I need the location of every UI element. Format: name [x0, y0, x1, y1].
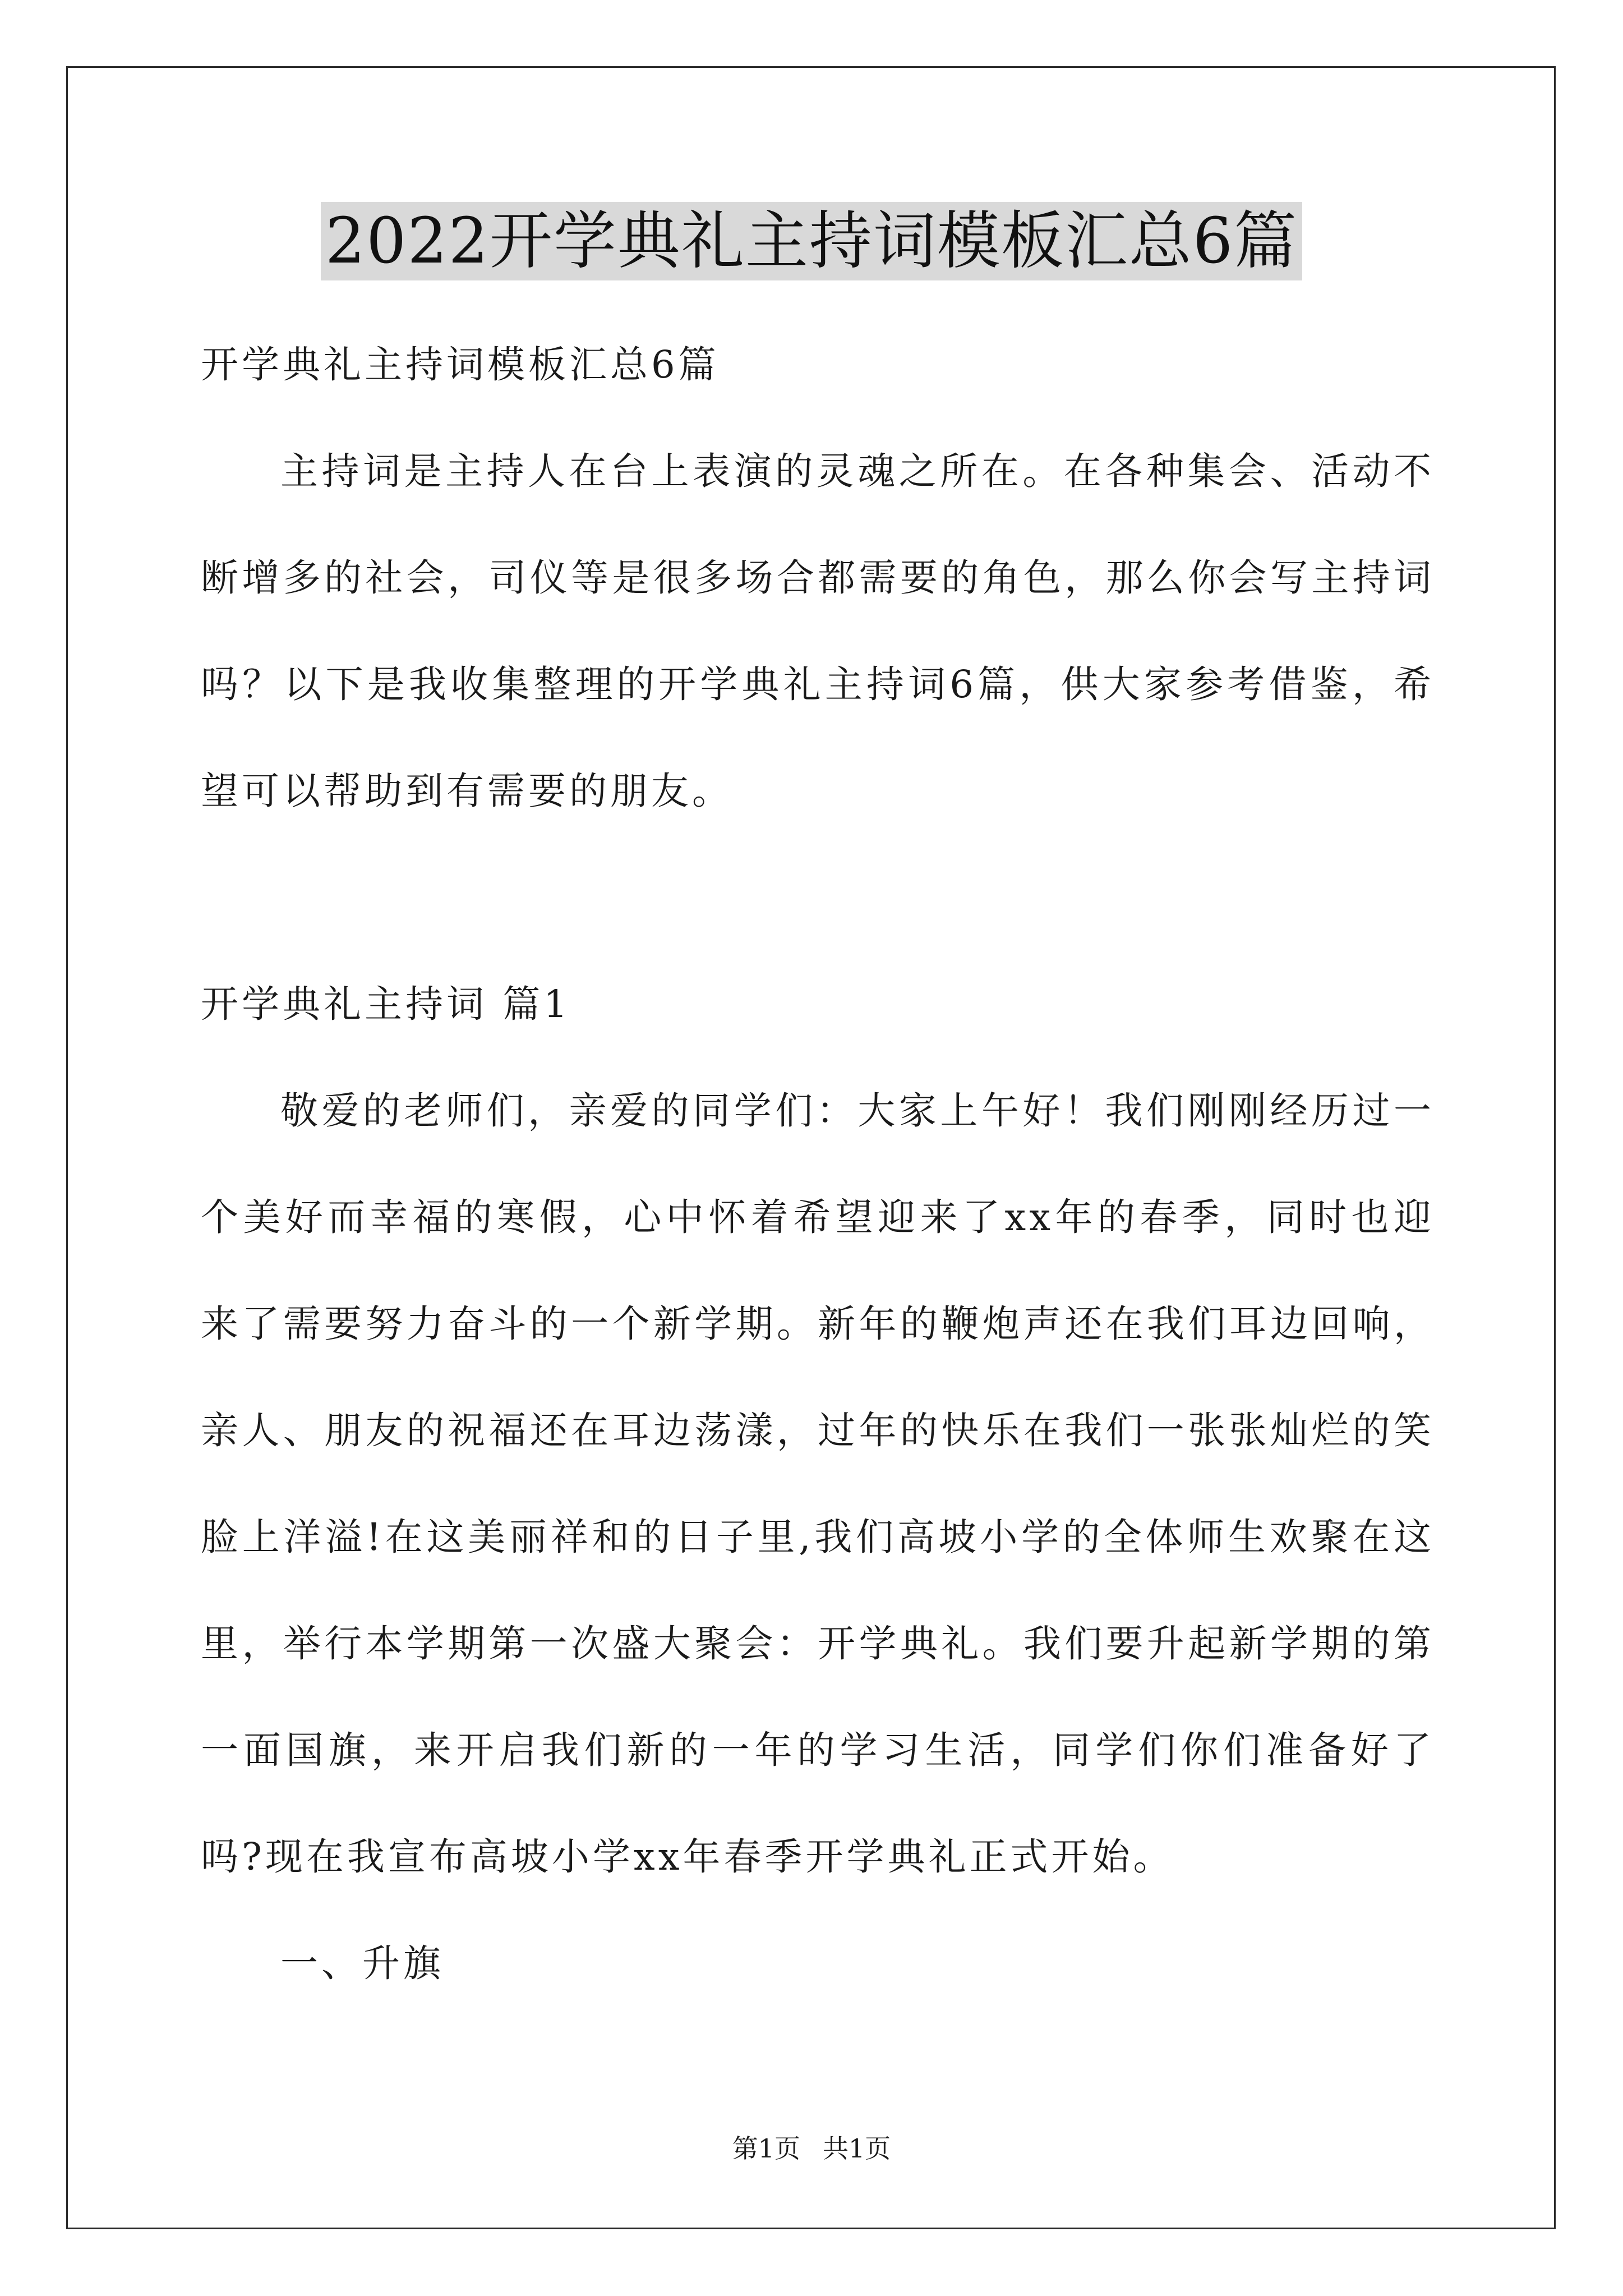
page-total: 共1页: [823, 2133, 891, 2164]
document-body: [201, 311, 1435, 2017]
subtitle-paragraph: 开学典礼主持词模板汇总6篇: [201, 343, 720, 386]
document-title: 2022开学典礼主持词模板汇总6篇: [321, 202, 1302, 280]
page-footer: [0, 2132, 1623, 2165]
intro-paragraph: 主持词是主持人在台上表演的灵魂之所在。在各种集会、活动不断增多的社会，司仪等是很多场合都需要的角色，那么你会写主持词吗？以下是我收集整理的开学典礼主持词6篇，供大家参考借鉴，希望可以帮助到有需要的朋友。: [201, 449, 1435, 813]
page-number: 第1页: [732, 2133, 800, 2164]
section-heading: 开学典礼主持词 篇1: [201, 982, 571, 1026]
list-item-heading: 一、升旗: [280, 1941, 444, 1985]
title-container: [0, 202, 1623, 280]
body-paragraph: 敬爱的老师们，亲爱的同学们：大家上午好！我们刚刚经历过一个美好而幸福的寒假，心中怀着希望迎来了xx年的春季，同时也迎来了需要努力奋斗的一个新学期。新年的鞭炮声还在我们耳边回响，亲人、朋友的祝福还在耳边荡漾，过年的快乐在我们一张张灿烂的笑脸上洋溢!在这美丽祥和的日子里,我们高坡小学的全体师生欢聚在这里，举行本学期第一次盛大聚会：开学典礼。我们要升起新学期的第一面国旗，来开启我们新的一年的学习生活，同学们你们准备好了吗?现在我宣布高坡小学xx年春季开学典礼正式开始。: [201, 1089, 1435, 1879]
